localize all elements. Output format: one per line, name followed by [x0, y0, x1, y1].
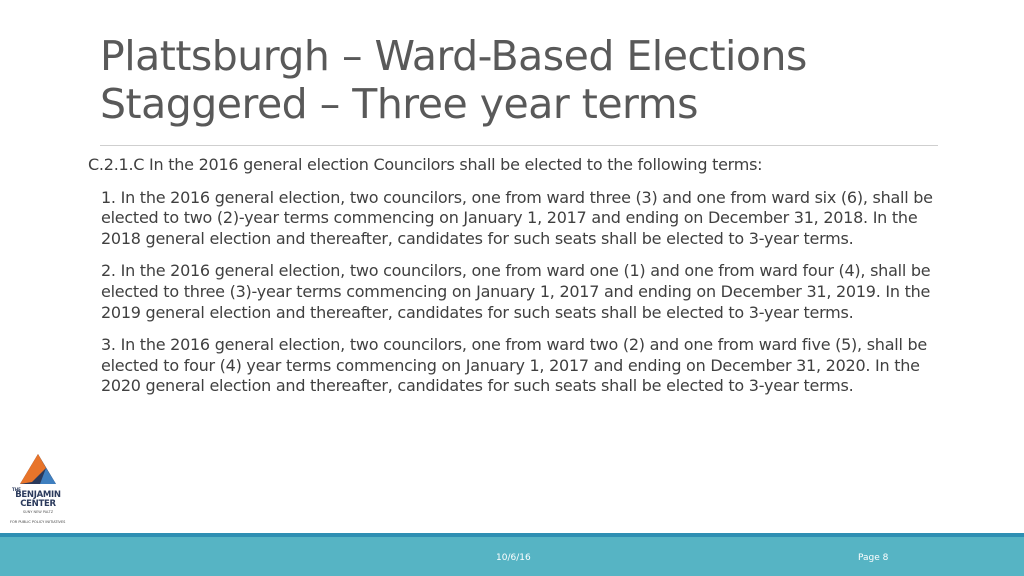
footer-date: 10/6/16 [496, 553, 531, 563]
term-item-1: 1. In the 2016 general election, two councilors, one from ward three (3) and one from ward six (6), shall be elected to two (2)-year terms commencing on January 1, 2017 and ending on December 31, 2018. In the 2018 general election and thereafter, candidates for such seats shall be elected to 3-year terms. [101, 187, 933, 248]
benjamin-center-logo [10, 452, 66, 528]
title-line-1: Plattsburgh – Ward-Based Elections [100, 32, 807, 80]
term-item-2: 2. In the 2016 general election, two councilors, one from ward one (1) and one from ward four (4), shall be elected to three (3)-year terms commencing on January 1, 2017 and ending on December 31, 2019. In the 2019 general election and thereafter, candidates for such seats shall be elected to 3-year terms. [101, 261, 931, 322]
logo-benjamin-text: BENJAMIN [15, 490, 61, 500]
intro-paragraph: C.2.1.C In the 2016 general election Councilors shall be elected to the following terms: [88, 155, 763, 174]
title-line-2: Staggered – Three year terms [100, 80, 698, 128]
logo-sub-text: SUNY NEW PALTZ [22, 510, 54, 514]
logo-center-text: CENTER [20, 499, 56, 509]
slide-title [100, 32, 940, 128]
slide-body [88, 155, 938, 409]
title-divider [100, 145, 938, 146]
term-item-3: 3. In the 2016 general election, two councilors, one from ward two (2) and one from ward five (5), shall be elected to four (4) year terms commencing on January 1, 2017 and ending on December 31, 2020. In the 2020 general election and thereafter, candidates for such seats shall be elected to 3-year terms. [101, 335, 927, 396]
logo-tagline: FOR PUBLIC POLICY INITIATIVES [10, 520, 66, 524]
logo-the-text: THE [12, 487, 21, 492]
footer-page-number: Page 8 [858, 553, 889, 563]
mountain-logo-icon [10, 452, 66, 488]
